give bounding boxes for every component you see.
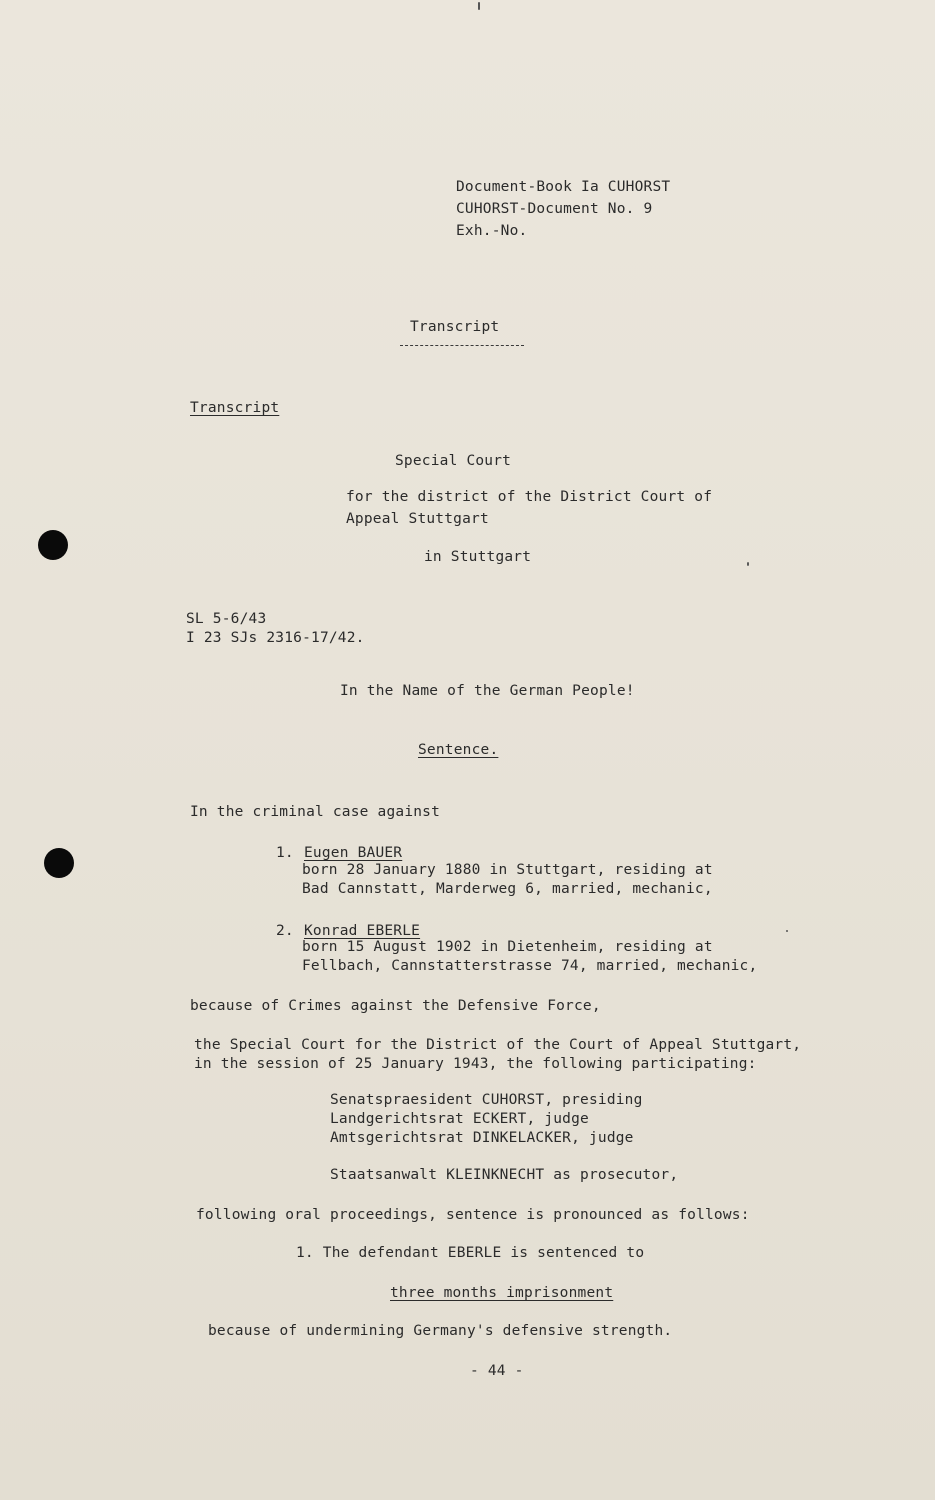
header-line-document-no: CUHORST-Document No. 9: [456, 201, 653, 217]
file-number: I 23 SJs 2316-17/42.: [186, 630, 365, 646]
people-line: In the Name of the German People!: [340, 683, 635, 699]
verdict-penalty: three months imprisonment: [390, 1285, 614, 1301]
judge-line: Senatspraesident CUHORST, presiding: [330, 1092, 643, 1108]
header-line-exhibit-no: Exh.-No.: [456, 223, 528, 239]
defendant-birth: born 28 January 1880 in Stuttgart, residing at: [302, 862, 713, 878]
defendant-number: 2.: [276, 923, 294, 939]
margin-speck: [747, 562, 749, 566]
court-session-line: the Special Court for the District of the Court of Appeal Stuttgart,: [194, 1037, 802, 1053]
defendant-number: 1.: [276, 845, 294, 861]
court-line-special-court: Special Court: [395, 453, 512, 469]
court-line-city: in Stuttgart: [424, 549, 532, 565]
page-number: - 44 -: [470, 1363, 524, 1379]
proceedings-line: following oral proceedings, sentence is pronounced as follows:: [196, 1207, 750, 1223]
defendant-name: Konrad EBERLE: [304, 923, 421, 939]
punch-hole-bottom: [44, 848, 74, 878]
because-line: because of Crimes against the Defensive Force,: [190, 998, 601, 1014]
title-dashed-underline: [400, 345, 524, 346]
verdict-item: 1. The defendant EBERLE is sentenced to: [296, 1245, 645, 1261]
file-number: SL 5-6/43: [186, 611, 267, 627]
court-line-district: for the district of the District Court of: [346, 489, 713, 505]
judge-line: Amtsgerichtsrat DINKELACKER, judge: [330, 1130, 634, 1146]
court-line-appeal: Appeal Stuttgart: [346, 511, 489, 527]
header-line-document-book: Document-Book Ia CUHORST: [456, 179, 671, 195]
page-title: Transcript: [410, 319, 500, 335]
defendant-birth: born 15 August 1902 in Dietenheim, residing at: [302, 939, 713, 955]
margin-speck: [478, 2, 480, 10]
subtitle: Transcript: [190, 400, 280, 416]
punch-hole-top: [38, 530, 68, 560]
judge-line: Landgerichtsrat ECKERT, judge: [330, 1111, 589, 1127]
case-intro: In the criminal case against: [190, 804, 441, 820]
defendant-name: Eugen BAUER: [304, 845, 403, 861]
prosecutor-line: Staatsanwalt KLEINKNECHT as prosecutor,: [330, 1167, 679, 1183]
court-session-line: in the session of 25 January 1943, the following participating:: [194, 1056, 757, 1072]
defendant-details: Fellbach, Cannstatterstrasse 74, married, mechanic,: [302, 958, 758, 974]
defendant-details: Bad Cannstatt, Marderweg 6, married, mechanic,: [302, 881, 713, 897]
margin-speck: [786, 930, 788, 932]
sentence-heading: Sentence.: [418, 742, 499, 758]
verdict-reason: because of undermining Germany's defensive strength.: [208, 1323, 673, 1339]
